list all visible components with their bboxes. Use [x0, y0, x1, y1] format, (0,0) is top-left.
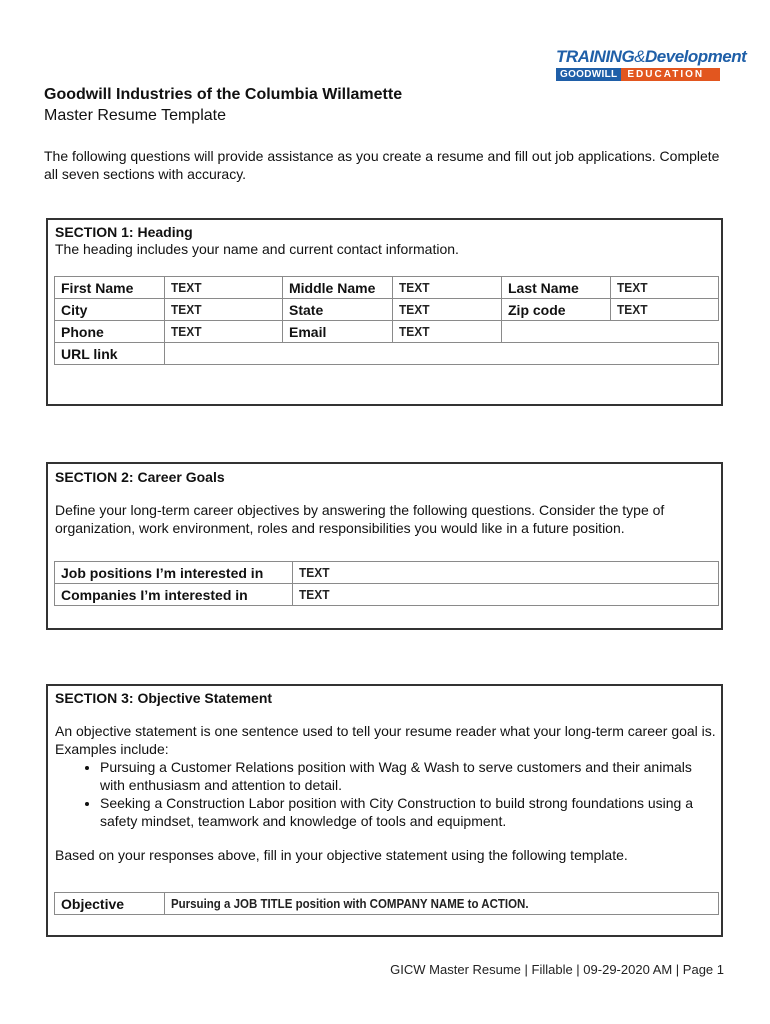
intro-text: The following questions will provide assistance as you create a resume and fill out job applications. Complete all seven sections with accuracy.	[44, 148, 720, 182]
zip-code-field[interactable]: TEXT	[611, 299, 710, 321]
first-name-field[interactable]: TEXT	[165, 277, 274, 299]
table-row	[55, 299, 719, 321]
page-title: Goodwill Industries of the Columbia Willamette	[44, 86, 403, 103]
email-label: Email	[283, 321, 393, 343]
companies-field[interactable]: TEXT	[293, 584, 685, 606]
city-label: City	[55, 299, 165, 321]
url-link-field[interactable]	[165, 343, 675, 365]
career-goals-table	[54, 561, 719, 606]
list-item: • Seeking a Construction Labor position with City Construction to build strong foundations using a safety mindset, teamwork and knowledge of tools and equipment.	[100, 794, 720, 830]
state-field[interactable]: TEXT	[393, 299, 493, 321]
logo-amp-text: &	[634, 47, 646, 66]
last-name-field[interactable]: TEXT	[611, 277, 710, 299]
zip-code-label: Zip code	[502, 299, 611, 321]
state-label: State	[283, 299, 393, 321]
phone-field[interactable]: TEXT	[165, 321, 274, 343]
examples-list	[48, 758, 720, 830]
phone-label: Phone	[55, 321, 165, 343]
table-row	[55, 562, 719, 584]
section-2-title: SECTION 2: Career Goals	[55, 469, 225, 485]
first-name-label: First Name	[55, 277, 165, 299]
list-item: • Pursuing a Customer Relations position with Wag & Wash to serve customers and their animals with enthusiasm and attention to detail.	[100, 758, 720, 794]
objective-table	[54, 892, 719, 915]
table-row	[55, 343, 719, 365]
table-row	[55, 277, 719, 299]
objective-field[interactable]: Pursuing a JOB TITLE position with COMPANY NAME to ACTION.	[165, 893, 675, 915]
middle-name-label: Middle Name	[283, 277, 393, 299]
table-row	[55, 321, 719, 343]
logo-goodwill-badge: GOODWILL	[556, 68, 621, 81]
section-3-prompt: Based on your responses above, fill in your objective statement using the following template.	[55, 847, 628, 863]
section-1-title: SECTION 1: Heading	[55, 224, 193, 240]
logo-training-text: TRAINING	[556, 47, 635, 66]
objective-label: Objective	[55, 893, 165, 915]
job-positions-field[interactable]: TEXT	[293, 562, 685, 584]
section-3-objective-statement	[46, 684, 723, 937]
companies-label: Companies I’m interested in	[55, 584, 293, 606]
contact-info-table	[54, 276, 719, 365]
section-1-heading	[46, 218, 723, 406]
table-row	[55, 584, 719, 606]
middle-name-field[interactable]: TEXT	[393, 277, 493, 299]
logo-development-text: Development	[645, 47, 747, 66]
empty-cell	[502, 321, 719, 343]
training-development-logo	[556, 47, 747, 81]
section-1-description: The heading includes your name and current contact information.	[55, 241, 459, 257]
page-footer: GICW Master Resume | Fillable | 09-29-2020 AM | Page 1	[390, 962, 724, 977]
last-name-label: Last Name	[502, 277, 611, 299]
email-field[interactable]: TEXT	[393, 321, 493, 343]
job-positions-label: Job positions I’m interested in	[55, 562, 293, 584]
city-field[interactable]: TEXT	[165, 299, 274, 321]
section-2-career-goals	[46, 462, 723, 630]
section-3-description: An objective statement is one sentence used to tell your resume reader what your long-term career goal is. Examples include:	[55, 723, 716, 757]
section-3-title: SECTION 3: Objective Statement	[55, 690, 273, 706]
section-2-description: Define your long-term career objectives by answering the following questions. Consider the type of organization, work environment, roles and responsibilities you would like in a future position.	[55, 502, 665, 536]
page-subtitle: Master Resume Template	[44, 107, 226, 124]
logo-education-badge: EDUCATION	[621, 68, 720, 81]
table-row	[55, 893, 719, 915]
url-link-label: URL link	[55, 343, 165, 365]
